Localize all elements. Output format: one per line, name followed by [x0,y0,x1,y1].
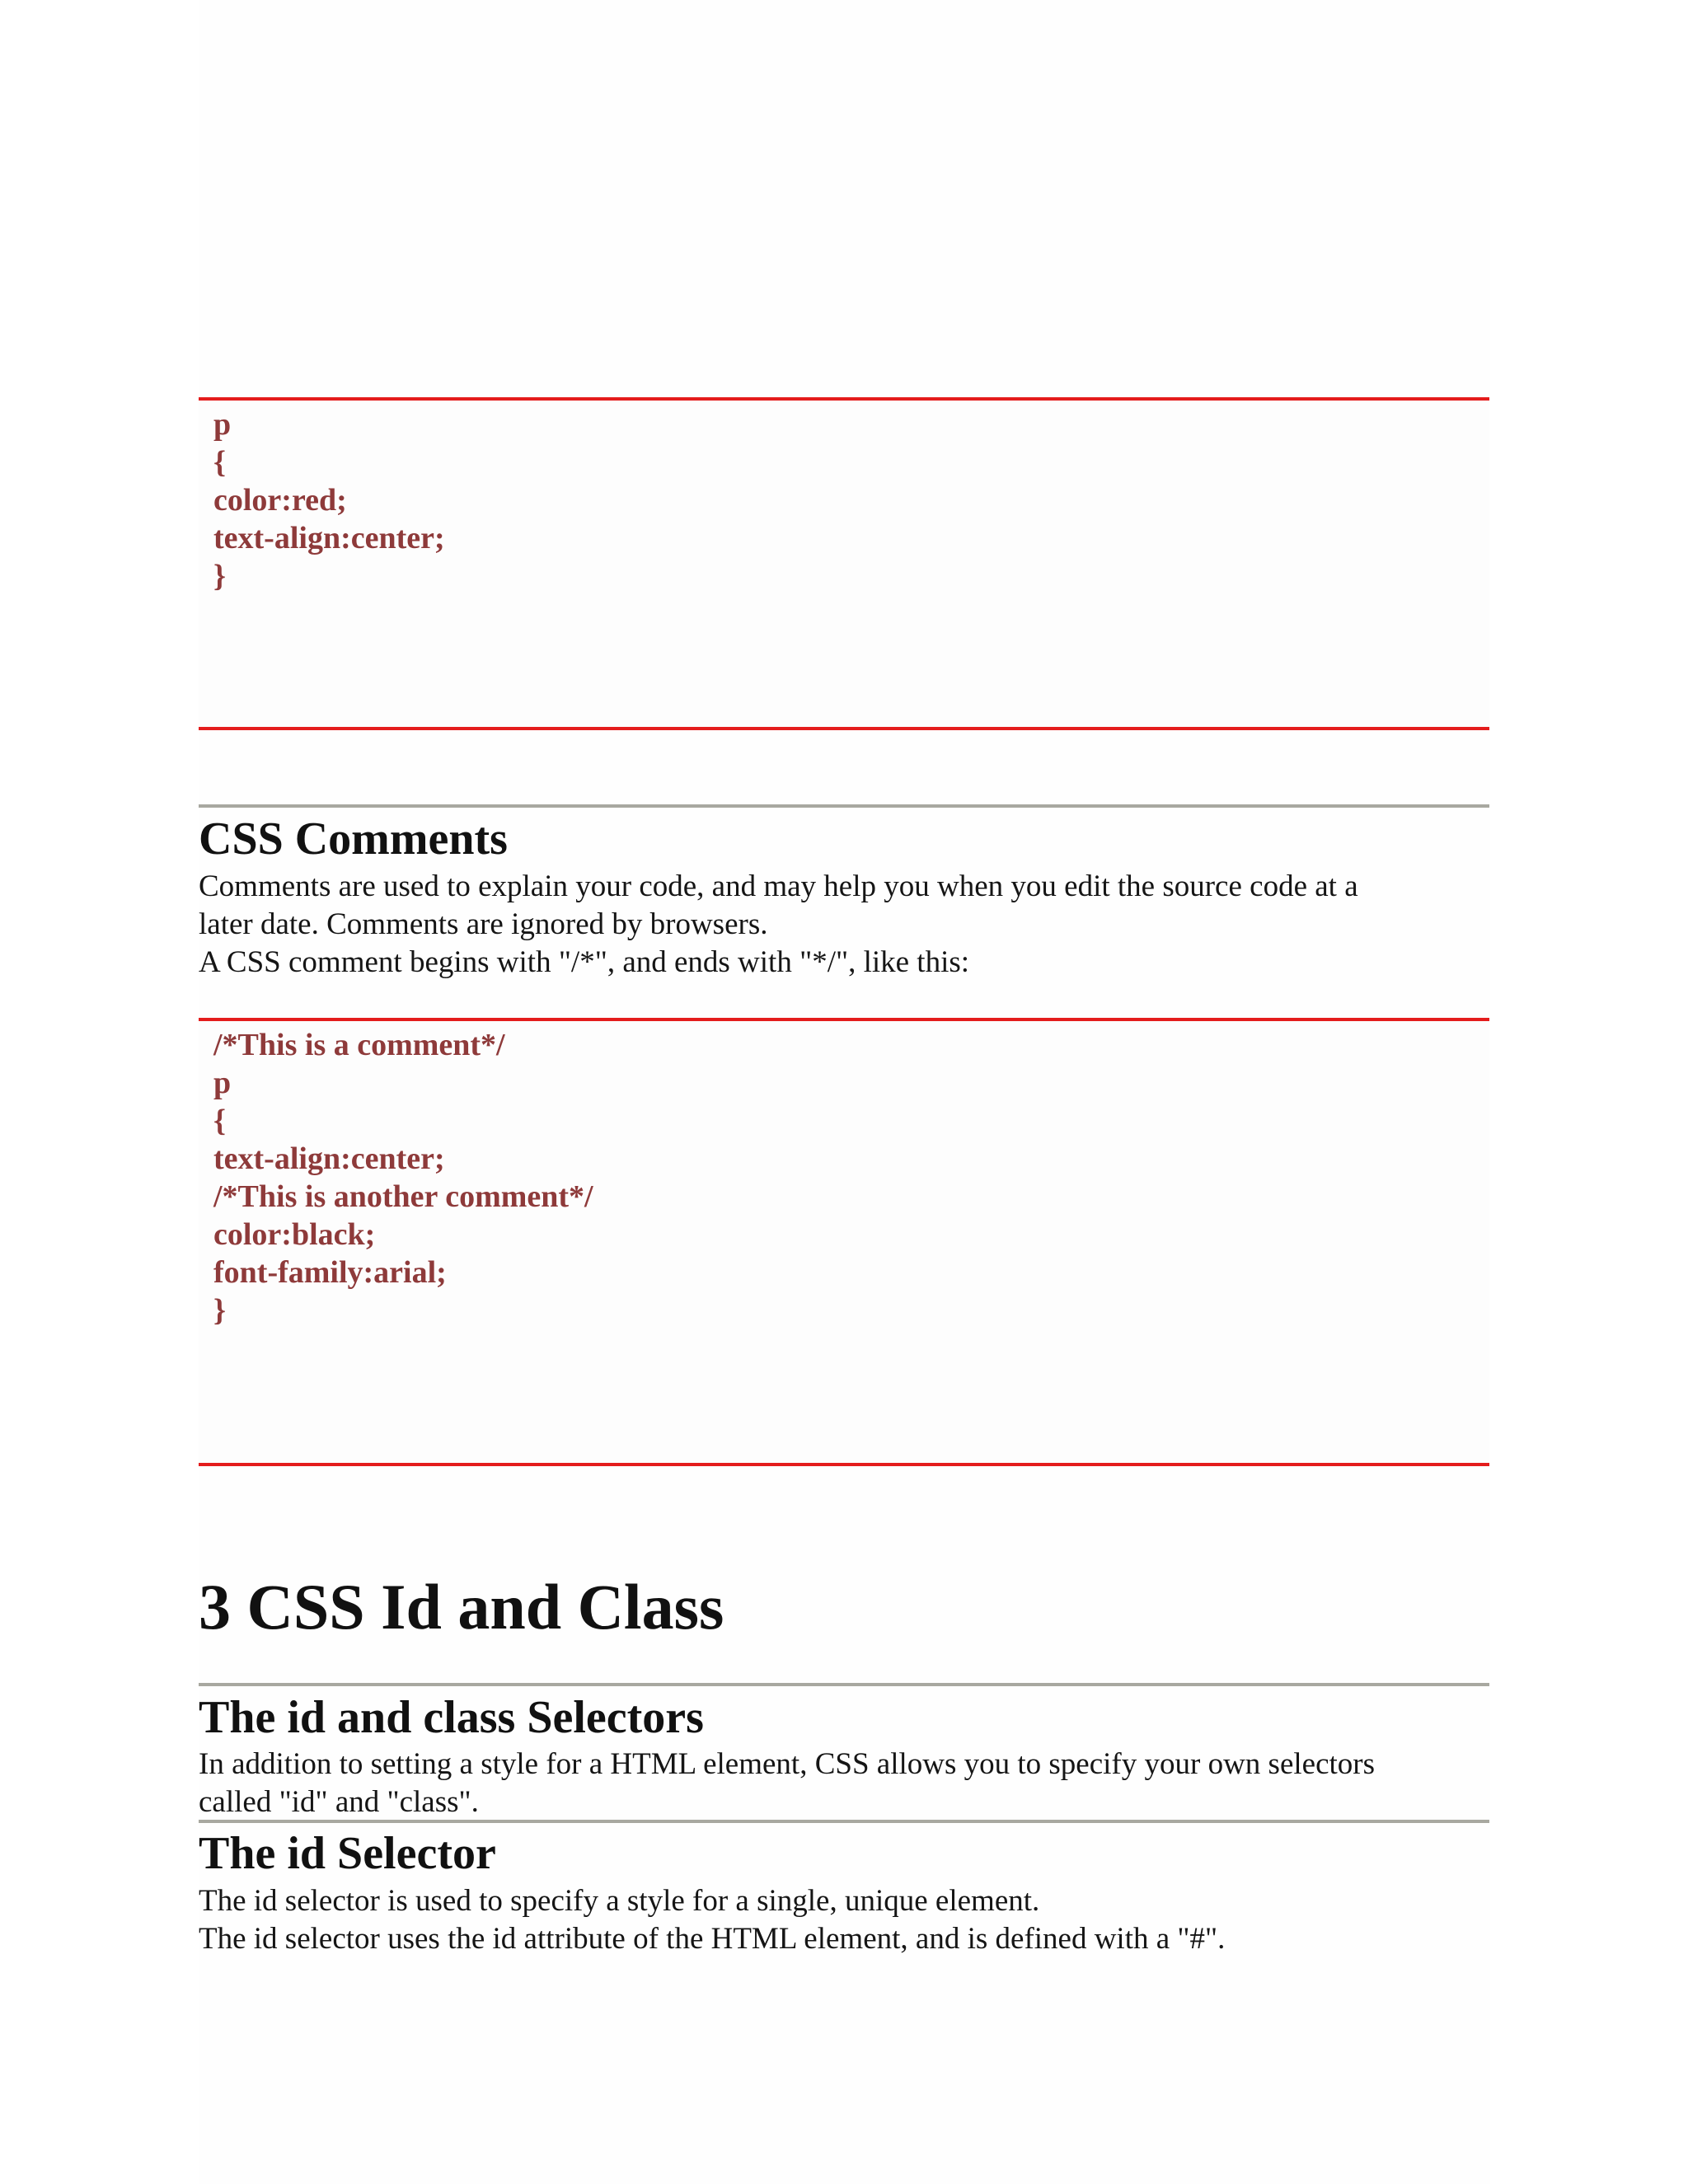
section-divider [199,1820,1489,1823]
code-line: color:red; [213,483,347,518]
paragraph-line: A CSS comment begins with "/*", and ends with "*/", like this: [199,945,970,979]
paragraph-line: later date. Comments are ignored by browsers. [199,907,768,941]
code-line: p [213,407,232,442]
section-heading-css-comments: CSS Comments [199,813,508,865]
code-line: } [213,559,226,593]
paragraph-line: Comments are used to explain your code, and may help you when you edit the source code at a [199,869,1358,903]
code-block-css-rule [199,397,1489,730]
code-line: font-family:arial; [213,1255,447,1290]
code-line: text-align:center; [213,521,445,555]
code-line: p [213,1066,232,1100]
id-selector-paragraph [199,1882,1501,1958]
css-comments-paragraph [199,868,1501,982]
paragraph-line: The id selector uses the id attribute of the HTML element, and is defined with a "#". [199,1922,1226,1956]
section-divider [199,804,1489,808]
section-heading-id-class-selectors: The id and class Selectors [199,1692,704,1743]
chapter-heading: 3 CSS Id and Class [199,1571,724,1643]
code-line: /*This is another comment*/ [213,1179,593,1214]
section-divider [199,1683,1489,1686]
paragraph-line: The id selector is used to specify a style for a single, unique element. [199,1884,1040,1918]
code-line: color:black; [213,1217,376,1252]
section-heading-id-selector: The id Selector [199,1828,496,1879]
code-line: { [213,445,226,480]
paragraph-line: called "id" and "class". [199,1785,479,1819]
code-block-css-comment-example [199,1018,1489,1466]
id-class-selectors-paragraph [199,1746,1501,1821]
code-line: } [213,1293,226,1328]
paragraph-line: In addition to setting a style for a HTML element, CSS allows you to specify your own selectors [199,1747,1375,1781]
code-line: { [213,1104,226,1138]
code-line: text-align:center; [213,1141,445,1176]
code-line: /*This is a comment*/ [213,1028,505,1062]
